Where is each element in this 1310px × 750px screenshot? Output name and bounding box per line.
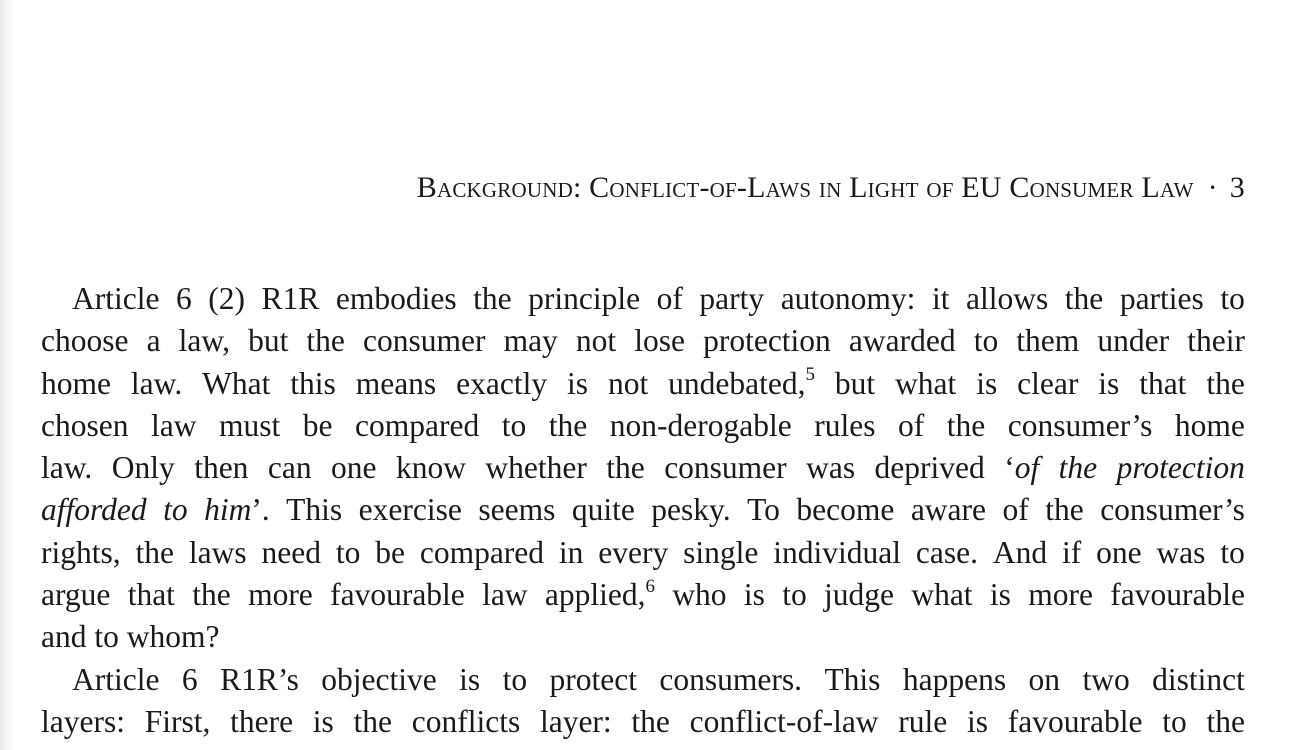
word: R1R <box>261 281 320 316</box>
word: the <box>1058 450 1098 486</box>
word: This <box>824 661 881 697</box>
word: seems <box>478 492 556 528</box>
word: is <box>967 703 989 739</box>
word: must <box>219 407 281 443</box>
word: objective <box>321 661 437 697</box>
word: to <box>163 492 188 528</box>
word: the <box>548 407 588 443</box>
word: to <box>973 323 999 359</box>
word: awarded <box>848 323 956 359</box>
paragraph-1-line-3 <box>41 363 1245 405</box>
word: protect <box>549 661 637 697</box>
footnote-marker[interactable]: 5 <box>805 364 815 386</box>
paragraph-1-line-1 <box>41 278 1245 320</box>
word: to <box>502 661 528 697</box>
word: case. <box>915 534 978 570</box>
paragraph-1-line-4 <box>41 405 1245 447</box>
word: to <box>335 534 361 570</box>
paragraph-1-line-6 <box>41 489 1245 531</box>
word: law, <box>178 323 230 359</box>
word: the <box>946 407 986 443</box>
word: to <box>782 577 807 613</box>
word: to <box>1220 534 1245 570</box>
running-head-title: Background: Conflict-of-Laws in Light of EU Consumer Law <box>416 171 1194 204</box>
word: consumer <box>363 323 486 359</box>
word: to <box>501 407 527 443</box>
word: lose <box>634 323 685 359</box>
word: is <box>1098 365 1120 401</box>
footnote-marker[interactable]: 6 <box>645 575 655 597</box>
word: argue <box>41 577 111 613</box>
word: afforded <box>41 492 147 528</box>
word: every <box>598 534 669 570</box>
word: law <box>151 407 197 443</box>
word: two <box>1082 661 1130 697</box>
word: know <box>395 450 466 486</box>
word: law <box>482 577 528 613</box>
word: home <box>1174 407 1245 443</box>
word: one <box>1096 534 1142 570</box>
word: (2) <box>208 281 246 316</box>
word: that <box>1139 365 1187 401</box>
word: consumer <box>664 450 787 486</box>
word: R1R’s <box>220 661 299 697</box>
word: autonomy: <box>780 281 916 316</box>
word: favourable <box>1007 703 1143 739</box>
word: This <box>286 492 343 528</box>
word: parties <box>1119 281 1204 316</box>
word: rule <box>898 703 948 739</box>
word: judge <box>824 577 895 613</box>
word: rights, <box>41 534 121 570</box>
word: layer: <box>539 703 612 739</box>
word: pesky. <box>651 492 731 528</box>
word: is <box>743 577 765 613</box>
word: the <box>135 534 174 570</box>
word: is <box>459 661 481 697</box>
paragraph-1-line-2 <box>41 320 1245 362</box>
paragraph-1-line-8 <box>41 574 1245 616</box>
word: of <box>897 407 925 443</box>
word: the <box>192 577 231 613</box>
word: chosen <box>41 407 129 443</box>
word: be <box>375 534 405 570</box>
word: Article <box>72 661 160 697</box>
word: be <box>302 407 333 443</box>
word: a <box>146 323 161 359</box>
word: Article <box>72 281 160 316</box>
word: this <box>290 365 336 401</box>
word: happens <box>902 661 1007 697</box>
word: 6 <box>176 281 192 316</box>
word: one <box>331 450 377 486</box>
word: is <box>567 365 589 401</box>
word: on <box>1028 661 1061 697</box>
word: but <box>248 323 289 359</box>
word: more <box>1028 577 1093 613</box>
word: choose <box>41 323 129 359</box>
word: is <box>976 365 998 401</box>
word: ‘of <box>1004 450 1040 486</box>
word: that <box>127 577 175 613</box>
word: of <box>1002 492 1029 528</box>
word: conflict-of-law <box>689 703 879 739</box>
word: aware <box>910 492 987 528</box>
word: to <box>1220 281 1245 316</box>
word: layers: <box>41 703 125 739</box>
running-head-separator: · <box>1207 171 1218 204</box>
running-head <box>417 168 1245 208</box>
word: First, <box>144 703 211 739</box>
word: laws <box>188 534 247 570</box>
word: non-derogable <box>609 407 792 443</box>
word: was <box>1156 534 1206 570</box>
paragraph-1-line-7 <box>41 532 1245 574</box>
word: law. <box>130 365 183 401</box>
word: compared <box>419 534 545 570</box>
word: favourable <box>330 577 465 613</box>
word: him’. <box>204 492 270 528</box>
word: the <box>1064 281 1104 316</box>
word: Only <box>111 450 175 486</box>
word: consumer’s <box>1007 407 1153 443</box>
page-number: 3 <box>1229 171 1245 204</box>
word: single <box>683 534 759 570</box>
word: rules <box>814 407 876 443</box>
word: not <box>575 323 617 359</box>
word: their <box>1187 323 1245 359</box>
word: to <box>1162 703 1187 739</box>
word: embodies <box>335 281 457 316</box>
body-text <box>41 278 1245 743</box>
word: was <box>806 450 856 486</box>
word: principle <box>528 281 641 316</box>
word: exercise <box>358 492 462 528</box>
word: the <box>631 703 670 739</box>
word: in <box>558 534 584 570</box>
word: protection <box>703 323 831 359</box>
word: And <box>992 534 1048 570</box>
word: the <box>1206 365 1245 401</box>
word: individual <box>773 534 901 570</box>
word: law. <box>41 450 93 486</box>
word: the <box>1045 492 1084 528</box>
word: what <box>911 577 973 613</box>
word: clear <box>1017 365 1079 401</box>
paragraph-1-line-5 <box>41 447 1245 489</box>
word: is <box>312 703 334 739</box>
word: means <box>355 365 437 401</box>
word: the <box>306 323 345 359</box>
word: more <box>248 577 313 613</box>
word: To <box>747 492 780 528</box>
word: undebated,$^5$ <box>668 364 815 401</box>
word: 6 <box>181 661 198 697</box>
word: is <box>989 577 1011 613</box>
word: What <box>202 365 271 401</box>
word: may <box>503 323 558 359</box>
word: if <box>1061 534 1082 570</box>
word: then <box>194 450 249 486</box>
word: need <box>261 534 321 570</box>
word: it <box>931 281 950 316</box>
word: the <box>1206 703 1245 739</box>
word: distinct <box>1152 661 1245 697</box>
word: what <box>895 365 957 401</box>
word: compared <box>355 407 480 443</box>
word: but <box>834 365 876 401</box>
word: the <box>606 450 645 486</box>
word: favourable <box>1110 577 1245 613</box>
word: there <box>230 703 294 739</box>
word: applied,$^6$ <box>544 575 655 613</box>
paragraph-1-line-9: and to whom? <box>41 619 220 655</box>
paragraph-2-line-2 <box>41 701 1245 743</box>
word: not <box>607 365 649 401</box>
word: consumers. <box>659 661 803 697</box>
word: of <box>656 281 683 316</box>
word: conflicts <box>411 703 521 739</box>
word: under <box>1097 323 1170 359</box>
word: protection <box>1116 450 1245 486</box>
word: home <box>41 365 111 401</box>
paragraph-2-line-1 <box>41 659 1245 701</box>
word: quite <box>571 492 635 528</box>
word: can <box>267 450 312 486</box>
word: party <box>699 281 765 316</box>
word: whether <box>485 450 587 486</box>
word: the <box>353 703 393 739</box>
word: allows <box>966 281 1049 316</box>
word: them <box>1016 323 1080 359</box>
word: who <box>672 577 727 613</box>
word: become <box>796 492 895 528</box>
word: consumer’s <box>1100 492 1245 528</box>
word: deprived <box>874 450 985 486</box>
word: the <box>473 281 512 316</box>
word: exactly <box>456 365 548 401</box>
